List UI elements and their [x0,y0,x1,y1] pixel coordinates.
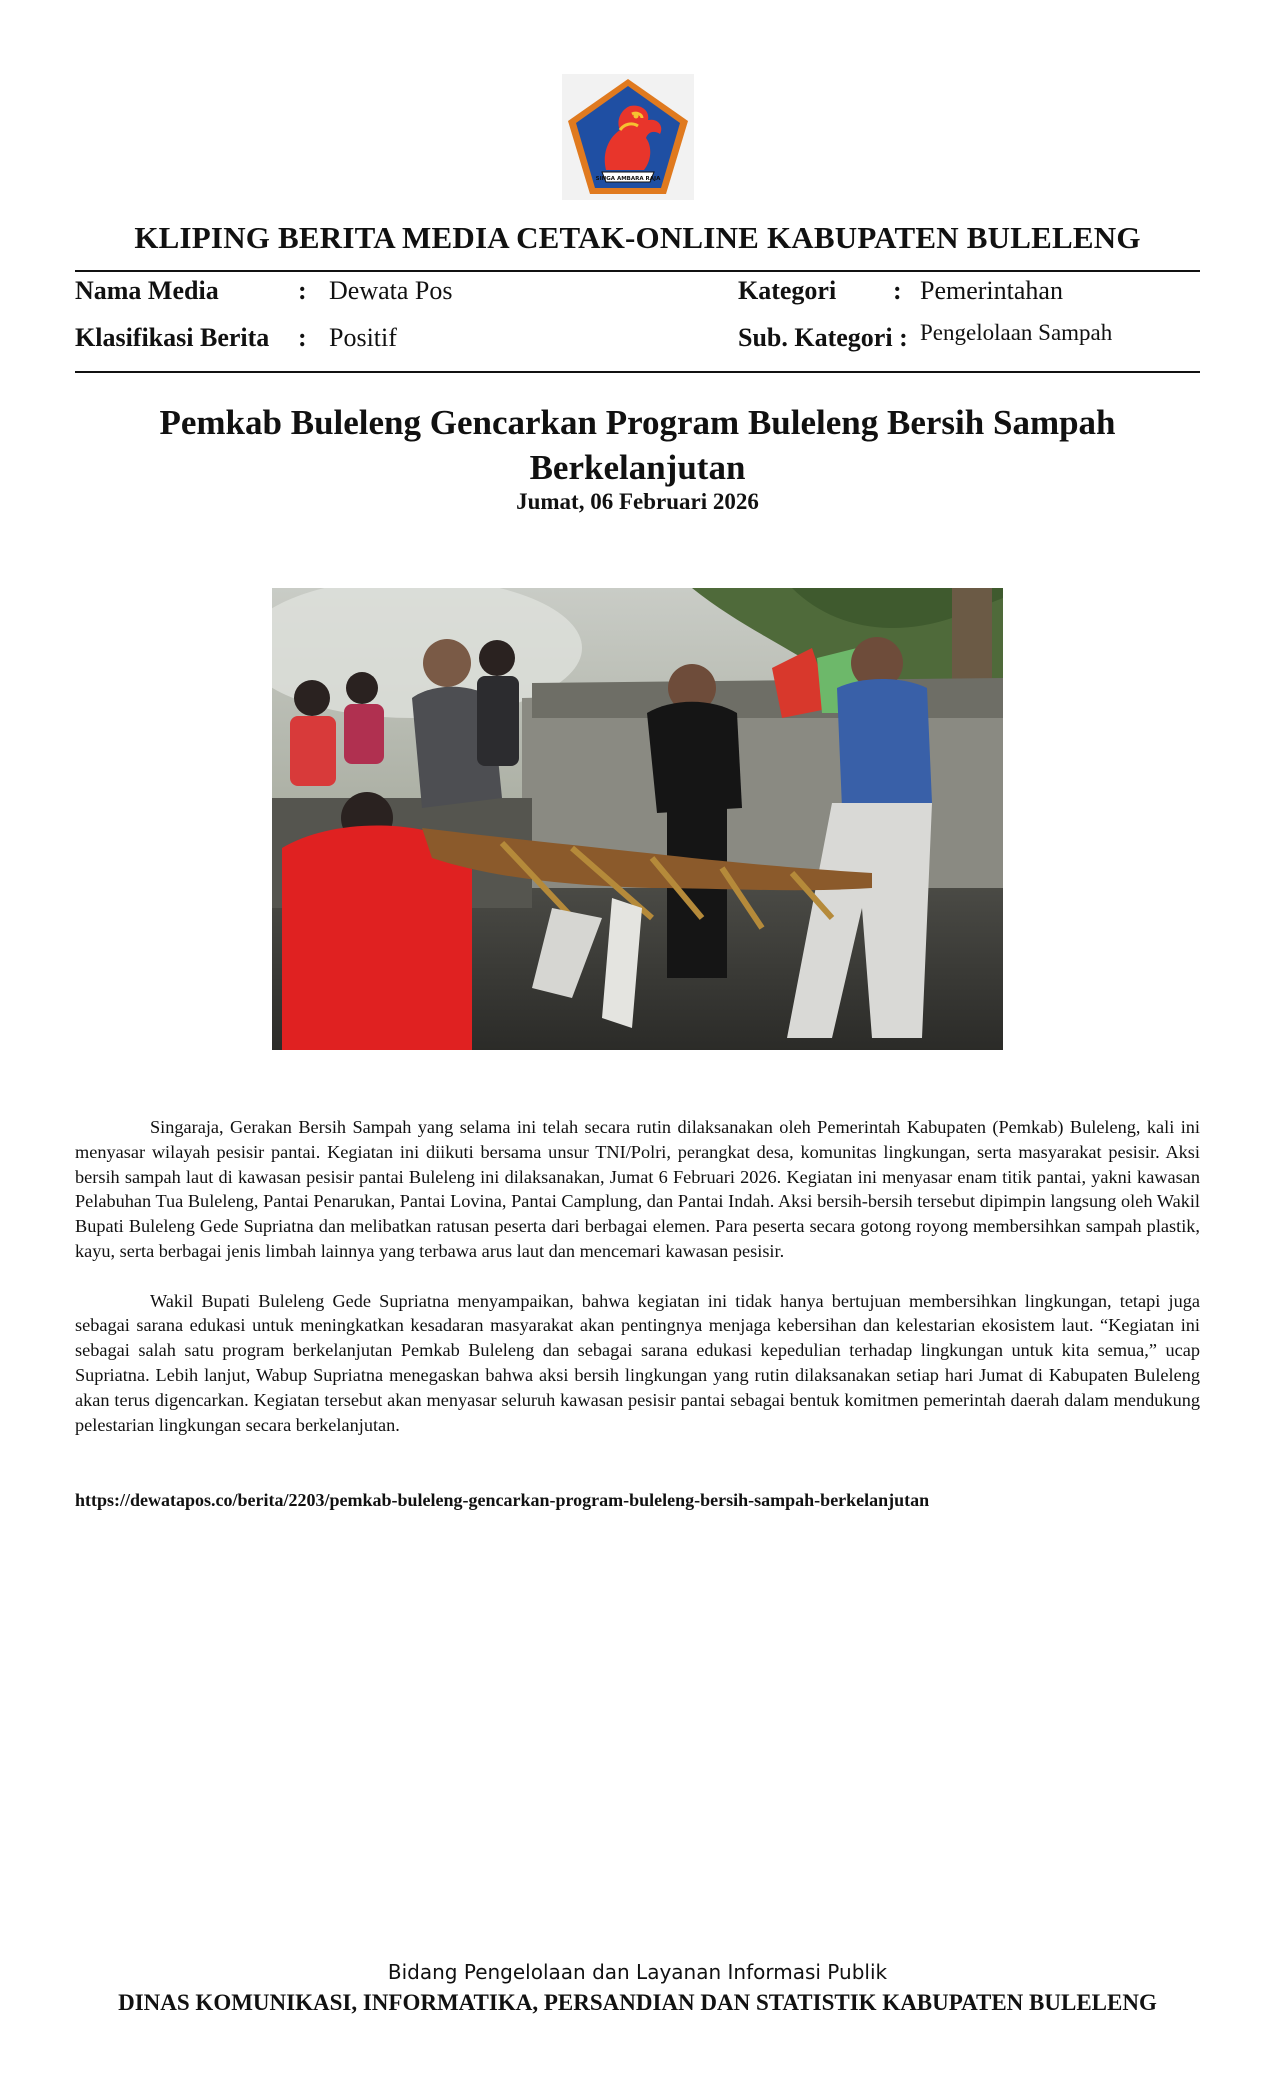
footer-unit: Bidang Pengelolaan dan Layanan Informasi Publik [387,1960,888,1984]
buleleng-crest-icon [562,74,694,200]
category-label: Kategori [738,276,837,305]
meta-media [75,276,715,310]
article-headline: Pemkab Buleleng Gencarkan Program Buleleng Bersih Sampah Berkelanjutan [159,403,1116,487]
category-value: Pemerintahan [920,276,1063,305]
article-paragraph-2: Wakil Bupati Buleleng Gede Supriatna menyampaikan, bahwa kegiatan ini tidak hanya bertujuan membersihkan lingkungan, tetapi juga sebagai sarana edukasi untuk meningkatkan kesadaran masyarakat akan pentingnya menjaga kebersihan dan kelestarian ekosistem laut. “Kegiatan ini sebagai salah satu program berkelanjutan Pemkab Buleleng dan sebagai sarana edukasi kepedulian terhadap lingkungan untuk kita semua,” ucap Supriatna. Lebih lanjut, Wabup Supriatna menegaskan bahwa aksi bersih lingkungan yang rutin dilaksanakan setiap hari Jumat di Kabupaten Buleleng akan terus digencarkan. Kegiatan tersebut akan menyasar seluruh kawasan pesisir pantai sebagai bentuk komitmen pemerintah daerah dalam mendukung pelestarian lingkungan secara berkelanjutan. [75,1290,1200,1435]
article-body [75,1115,1200,1462]
article-date: Jumat, 06 Februari 2026 [516,489,759,514]
media-value: Dewata Pos [329,276,453,305]
source-link[interactable]: https://dewatapos.co/berita/2203/pemkab-buleleng-gencarkan-program-buleleng-bersih-sampah-berkelanjutan [75,1490,930,1510]
category-colon: : [893,276,902,305]
classification-label: Klasifikasi Berita [75,323,270,352]
footer-agency: DINAS KOMUNIKASI, INFORMATIKA, PERSANDIAN DAN STATISTIK KABUPATEN BULELENG [118,1990,1157,2015]
news-photo [272,588,1003,1050]
document-title: KLIPING BERITA MEDIA CETAK-ONLINE KABUPATEN BULELENG [134,220,1141,255]
svg-text:SINGA AMBARA RAJA: SINGA AMBARA RAJA [595,176,661,182]
meta-category [738,276,1200,310]
media-label: Nama Media [75,276,219,305]
media-colon: : [298,276,307,305]
subcategory-value: Pengelolaan Sampah [920,320,1113,345]
meta-divider [75,371,1200,373]
subcategory-label: Sub. Kategori : [738,323,908,352]
article-paragraph-1: Singaraja, Gerakan Bersih Sampah yang selama ini telah secara rutin dilaksanakan oleh Pemerintah Kabupaten (Pemkab) Buleleng, kali ini menyasar wilayah pesisir pantai. Kegiatan ini diikuti bersama unsur TNI/Polri, perangkat desa, komunitas lingkungan, serta masyarakat pesisir. Aksi bersih sampah laut di kawasan pesisir pantai Buleleng ini dilaksanakan, Jumat 6 Februari 2026. Kegiatan ini menyasar enam titik pantai, yakni kawasan Pelabuhan Tua Buleleng, Pantai Penarukan, Pantai Lovina, Pantai Camplung, dan Pantai Indah. Aksi bersih-bersih tersebut dipimpin langsung oleh Wakil Bupati Buleleng Gede Supriatna dan melibatkan ratusan peserta dari berbagai elemen. Para peserta secara gotong royong membersihkan sampah plastik, kayu, serta berbagai jenis limbah lainnya yang terbawa arus laut dan mencemari kawasan pesisir. [75,1117,1200,1261]
header-divider [75,270,1200,272]
meta-subcategory [738,320,1200,357]
meta-classification [75,323,715,357]
classification-colon: : [298,323,307,352]
classification-value: Positif [329,323,397,352]
